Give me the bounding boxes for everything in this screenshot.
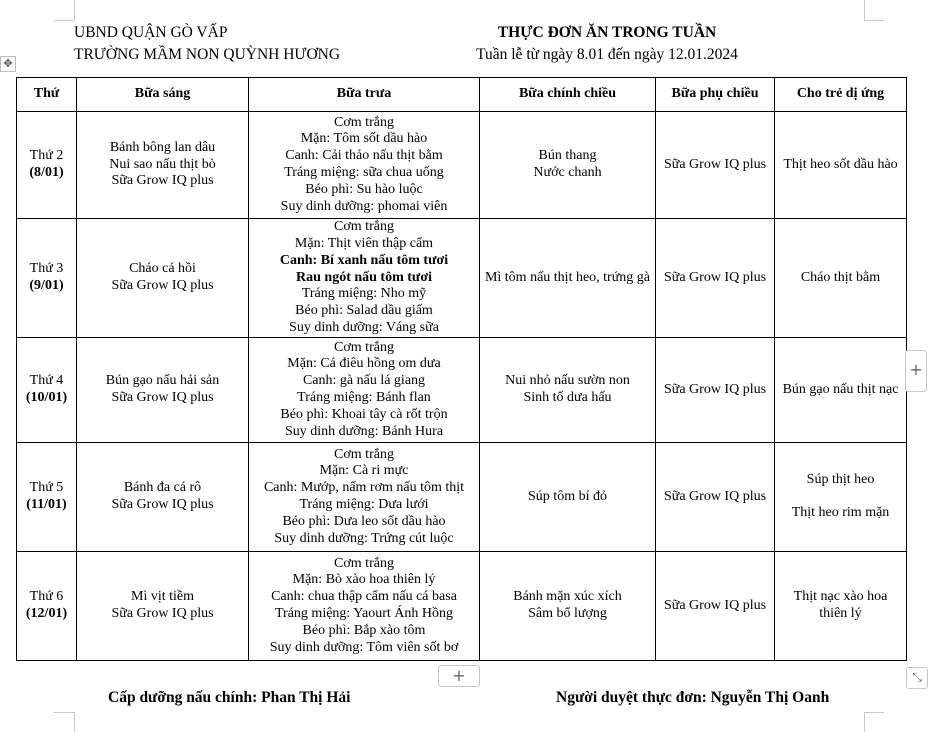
- allergy-cell: [775, 112, 907, 219]
- crop-mark: [74, 0, 75, 20]
- column-header: Bữa trưa: [249, 78, 480, 112]
- column-header: Cho trẻ dị ứng: [775, 78, 907, 112]
- menu-line: Canh: Cải thảo nấu thịt bằm: [285, 148, 443, 164]
- menu-line: Súp thịt heo: [806, 471, 875, 487]
- day-name: Thứ 2: [29, 148, 64, 164]
- menu-line: Cơm trắng: [334, 114, 394, 130]
- crop-mark: [54, 712, 74, 713]
- table-row: [17, 443, 907, 552]
- menu-line: Nui sao nấu thịt bò: [109, 156, 216, 172]
- menu-line: Sữa Grow IQ plus: [111, 497, 214, 512]
- approver-signature: Người duyệt thực đơn: Nguyễn Thị Oanh: [556, 689, 830, 706]
- menu-line: Suy dinh dưỡng: Bánh Hura: [284, 423, 444, 439]
- plus-icon: +: [452, 666, 466, 685]
- menu-line: Cháo cá hồi: [129, 261, 196, 277]
- blank-line: [778, 489, 903, 506]
- menu-line: Bánh bông lan dâu: [109, 139, 216, 155]
- breakfast-cell: [77, 112, 249, 219]
- resize-icon[interactable]: ⤡: [906, 667, 928, 689]
- menu-line: Béo phì: Salad dầu giấm: [295, 303, 433, 319]
- day-date: (11/01): [26, 497, 67, 512]
- table-row: [17, 552, 907, 661]
- menu-line: Bún gạo nấu thịt nạc: [782, 381, 899, 397]
- menu-line: Tráng miệng: Bánh flan: [297, 390, 431, 405]
- menu-line: Béo phì: Bắp xào tôm: [302, 622, 426, 638]
- menu-line: Mặn: Bò xào hoa thiên lý: [292, 572, 436, 588]
- week-range: Tuần lễ từ ngày 8.01 đến ngày 12.01.2024: [476, 46, 738, 63]
- snack-cell: Sữa Grow IQ plus: [656, 443, 775, 552]
- day-date: (10/01): [25, 390, 68, 405]
- menu-line: Mặn: Cá điêu hồng om dưa: [287, 356, 441, 372]
- add-row-button[interactable]: [438, 665, 480, 687]
- lunch-cell: [249, 338, 480, 443]
- breakfast-cell: [77, 219, 249, 338]
- day-cell: [17, 443, 77, 552]
- day-cell: [17, 219, 77, 338]
- table-header-row: [17, 78, 907, 112]
- day-name: Thứ 5: [29, 480, 64, 496]
- menu-line: Suy dinh dưỡng: phomai viên: [280, 198, 448, 214]
- menu-line: Béo phì: Khoai tây cà rốt trộn: [280, 406, 448, 422]
- dinner-cell: [480, 219, 656, 338]
- menu-line: Bún gạo nấu hải sản: [105, 373, 220, 389]
- crop-mark: [54, 20, 74, 21]
- menu-line: Thịt nạc xào hoa thiên lý: [793, 589, 888, 621]
- allergy-cell: [775, 443, 907, 552]
- menu-line: Mặn: Thịt viên thập cẩm: [294, 236, 434, 251]
- column-header: Bữa phụ chiều: [656, 78, 775, 112]
- breakfast-cell: [77, 552, 249, 661]
- allergy-cell: [775, 219, 907, 338]
- lunch-cell: [249, 112, 480, 219]
- menu-line: Cơm trắng: [334, 446, 394, 462]
- table-row: [17, 112, 907, 219]
- table-row: [17, 219, 907, 338]
- menu-line: Suy dinh dưỡng: Trứng cút luộc: [274, 530, 454, 546]
- menu-line: Nui nhỏ nấu sườn non: [505, 373, 630, 389]
- menu-line: Tráng miệng: Yaourt Ánh Hồng: [275, 606, 453, 621]
- menu-line: Bánh đa cá rô: [123, 480, 202, 496]
- cook-signature: Cấp dưỡng nấu chính: Phan Thị Hải: [108, 689, 351, 706]
- day-date: (8/01): [29, 165, 64, 180]
- lunch-cell: [249, 219, 480, 338]
- dinner-cell: [480, 338, 656, 443]
- header-left: [74, 22, 340, 66]
- breakfast-cell: [77, 443, 249, 552]
- menu-line: Sâm bổ lượng: [528, 606, 607, 621]
- menu-line: Mặn: Tôm sốt dầu hào: [300, 131, 428, 147]
- menu-line: Canh: Bí xanh nấu tôm tươi: [279, 252, 449, 268]
- snack-cell: Sữa Grow IQ plus: [656, 338, 775, 443]
- column-header: Bữa chính chiều: [480, 78, 656, 112]
- school-name: TRƯỜNG MẦM NON QUỲNH HƯƠNG: [74, 46, 341, 63]
- menu-line: Sữa Grow IQ plus: [111, 278, 214, 293]
- add-column-button[interactable]: [905, 350, 927, 392]
- menu-line: Suy dinh dưỡng: Tôm viên sốt bơ: [269, 639, 459, 655]
- move-icon[interactable]: ✥: [0, 56, 16, 72]
- menu-line: Canh: gà nấu lá giang: [302, 373, 426, 389]
- menu-line: Thịt heo sốt dầu hào: [783, 156, 898, 172]
- dinner-cell: [480, 552, 656, 661]
- menu-line: Canh: chua thập cẩm nấu cá basa: [271, 589, 457, 605]
- menu-table: [16, 77, 907, 661]
- menu-line: Bánh mặn xúc xích: [513, 589, 622, 605]
- allergy-cell: [775, 338, 907, 443]
- day-cell: [17, 338, 77, 443]
- snack-cell: Sữa Grow IQ plus: [656, 112, 775, 219]
- menu-line: Béo phì: Su hào luộc: [305, 181, 423, 197]
- lunch-cell: [249, 443, 480, 552]
- menu-line: Cháo thịt bằm: [800, 269, 881, 285]
- breakfast-cell: [77, 338, 249, 443]
- table-row: [17, 338, 907, 443]
- district-name: UBND QUẬN GÒ VẤP: [74, 24, 228, 41]
- crop-mark: [74, 712, 75, 732]
- menu-line: Tráng miệng: Nho mỹ: [301, 286, 427, 302]
- snack-cell: Sữa Grow IQ plus: [656, 552, 775, 661]
- menu-line: Sữa Grow IQ plus: [111, 390, 214, 405]
- day-date: (12/01): [25, 606, 68, 621]
- menu-line: Nước chanh: [533, 165, 602, 180]
- day-name: Thứ 4: [29, 373, 64, 389]
- menu-line: Sữa Grow IQ plus: [111, 173, 214, 189]
- menu-line: Suy dinh dưỡng: Váng sữa: [289, 319, 439, 335]
- menu-line: Thịt heo rim mặn: [791, 505, 890, 521]
- menu-line: Mặn: Cà ri mực: [319, 463, 409, 479]
- document-title: THỰC ĐƠN ĂN TRONG TUẦN: [497, 24, 717, 41]
- menu-line: Cơm trắng: [334, 555, 394, 571]
- snack-cell: Sữa Grow IQ plus: [656, 219, 775, 338]
- day-name: Thứ 6: [29, 589, 64, 605]
- crop-mark: [864, 0, 865, 20]
- crop-mark: [864, 20, 884, 21]
- allergy-cell: [775, 552, 907, 661]
- menu-line: Bún thang: [538, 148, 597, 164]
- menu-line: Canh: Mướp, nấm rơm nấu tôm thịt: [263, 480, 465, 496]
- column-header: Thứ: [17, 78, 77, 112]
- lunch-cell: [249, 552, 480, 661]
- menu-line: Cơm trắng: [334, 339, 394, 355]
- menu-line: Sinh tố dưa hấu: [523, 390, 612, 405]
- day-date: (9/01): [29, 278, 64, 293]
- day-name: Thứ 3: [29, 261, 64, 277]
- plus-icon: +: [909, 360, 923, 379]
- crop-mark: [864, 712, 865, 732]
- menu-line: Rau ngót nấu tôm tươi: [296, 269, 432, 285]
- column-header: Bữa sáng: [77, 78, 249, 112]
- menu-line: Sữa Grow IQ plus: [111, 606, 214, 621]
- menu-line: Tráng miệng: Dưa lưới: [299, 497, 429, 512]
- header-right: [462, 22, 752, 66]
- dinner-cell: [480, 112, 656, 219]
- day-cell: [17, 112, 77, 219]
- menu-line: Cơm trắng: [334, 219, 394, 235]
- menu-line: Súp tôm bí đỏ: [528, 488, 607, 504]
- dinner-cell: [480, 443, 656, 552]
- menu-line: Mì tôm nấu thịt heo, trứng gà: [484, 269, 651, 285]
- menu-line: Tráng miệng: sữa chua uống: [284, 165, 444, 180]
- crop-mark: [864, 712, 884, 713]
- day-cell: [17, 552, 77, 661]
- menu-line: Mì vịt tiềm: [131, 589, 194, 605]
- menu-line: Béo phì: Dưa leo sốt dầu hào: [282, 513, 446, 529]
